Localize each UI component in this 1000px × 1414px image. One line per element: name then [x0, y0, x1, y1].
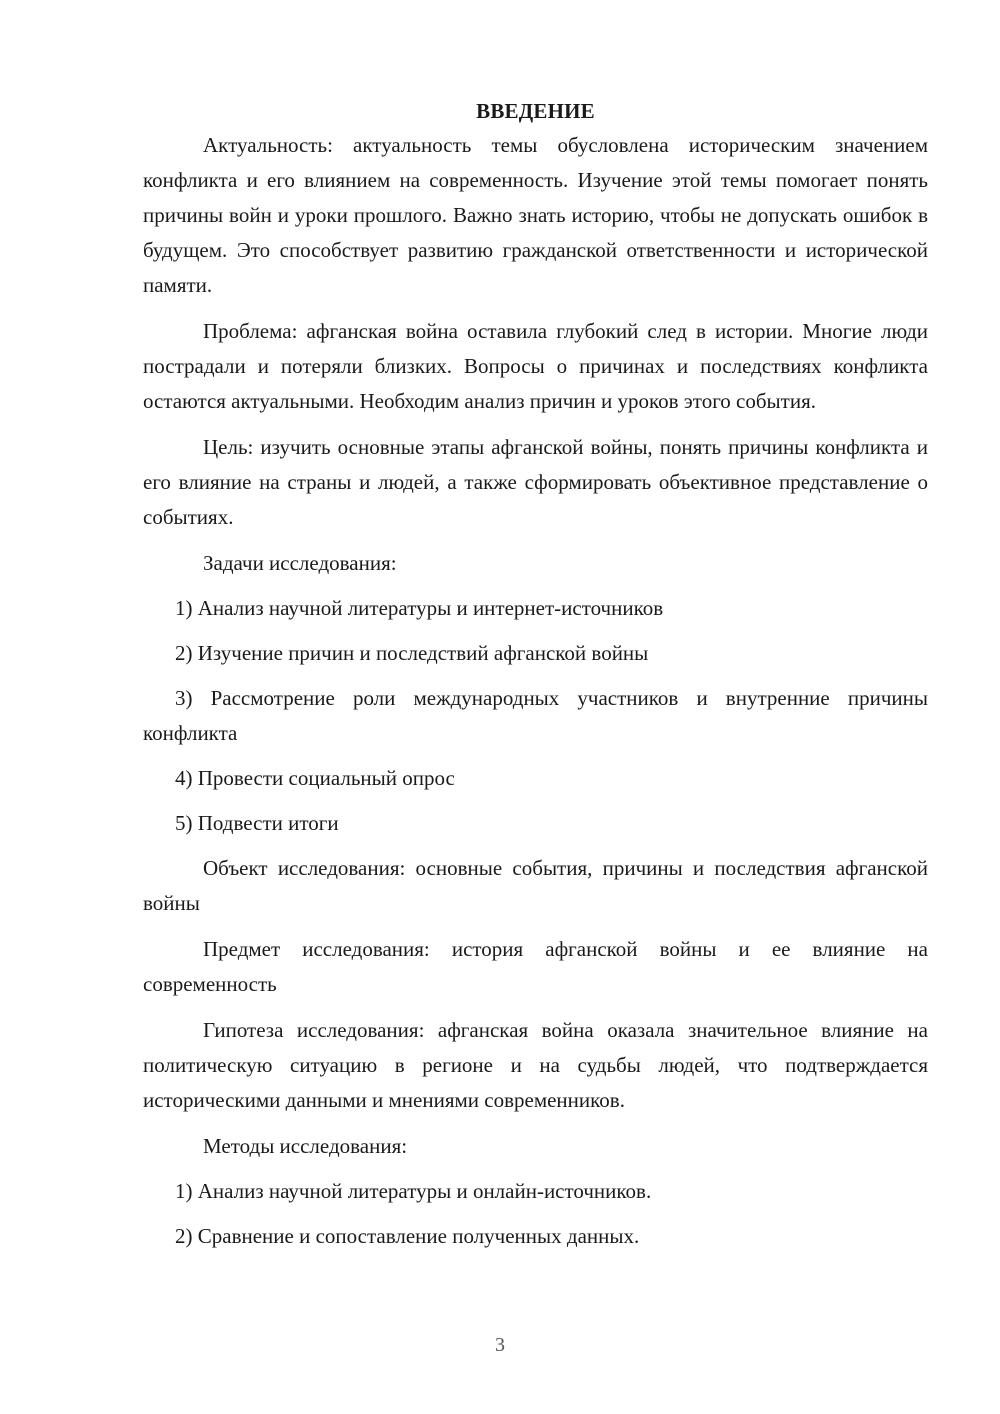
tasks-label: Задачи исследования:	[203, 551, 397, 575]
hypothesis-paragraph: Гипотеза исследования: афганская война оказала значительное влияние на политическую ситуацию в регионе и на судьбы людей, что подтверждается историческими данными и мнениями современников.	[143, 1018, 928, 1112]
relevance-paragraph: Актуальность: актуальность темы обусловлена историческим значением конфликта и его влиянием на современность. Изучение этой темы помогает понять причины войн и уроки прошлого. Важно знать историю, чтобы не допускать ошибок в будущем. Это способствует развитию гражданской ответственности и исторической памяти.	[143, 133, 928, 297]
task-item-4: 4) Провести социальный опрос	[175, 766, 455, 790]
method-item-2: 2) Сравнение и сопоставление полученных данных.	[175, 1224, 640, 1248]
task-item-5: 5) Подвести итоги	[175, 811, 339, 835]
task-item-3: 3) Рассмотрение роли международных участников и внутренние причины конфликта	[143, 686, 928, 745]
document-page	[143, 96, 928, 1254]
method-item-1: 1) Анализ научной литературы и онлайн-источников.	[175, 1179, 652, 1203]
problem-paragraph: Проблема: афганская война оставила глубокий след в истории. Многие люди пострадали и потеряли близких. Вопросы о причинах и последствиях конфликта остаются актуальными. Необходим анализ причин и уроков этого события.	[143, 319, 928, 413]
methods-label: Методы исследования:	[203, 1134, 408, 1158]
object-paragraph: Объект исследования: основные события, причины и последствия афганской войны	[143, 856, 928, 915]
task-item-1: 1) Анализ научной литературы и интернет-источников	[175, 596, 664, 620]
page-number: 3	[495, 1334, 505, 1356]
goal-paragraph: Цель: изучить основные этапы афганской войны, понять причины конфликта и его влияние на страны и людей, а также сформировать объективное представление о событиях.	[143, 435, 928, 529]
section-heading: ВВЕДЕНИЕ	[476, 99, 595, 123]
subject-paragraph: Предмет исследования: история афганской войны и ее влияние на современность	[143, 937, 928, 996]
task-item-2: 2) Изучение причин и последствий афганской войны	[175, 641, 649, 665]
